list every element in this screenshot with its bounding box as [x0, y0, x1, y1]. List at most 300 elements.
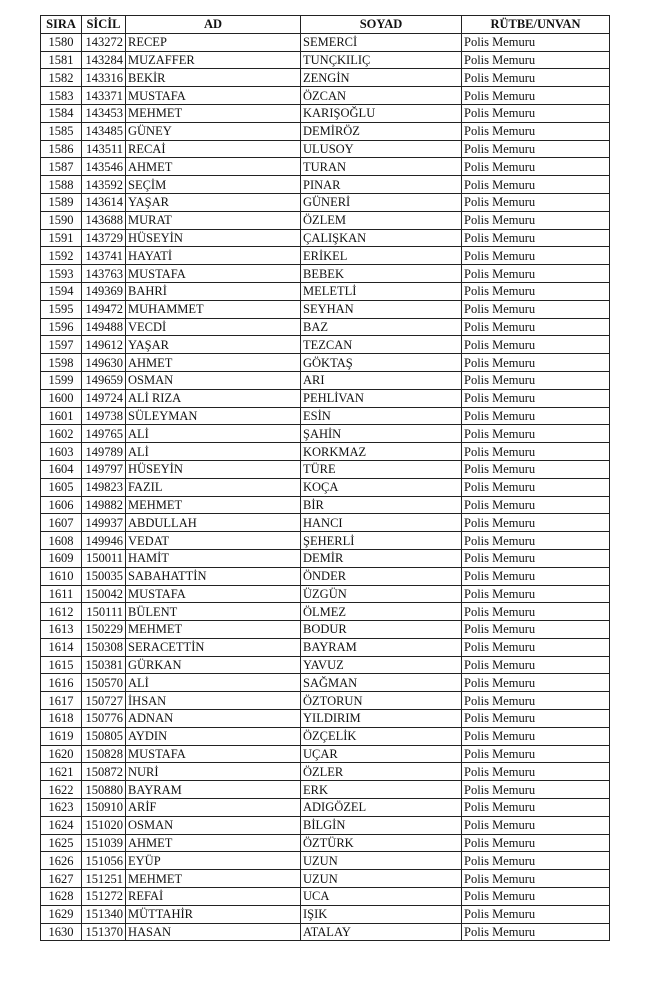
- table-row: [41, 905, 610, 923]
- cell-soyad: IŞIK: [301, 905, 462, 923]
- cell-ad: ARİF: [126, 799, 301, 817]
- table-row: [41, 514, 610, 532]
- table-row: [41, 300, 610, 318]
- cell-sira: 1582: [41, 69, 82, 87]
- cell-soyad: ARI: [301, 371, 462, 389]
- cell-soyad: BİR: [301, 496, 462, 514]
- cell-ad: İHSAN: [126, 692, 301, 710]
- cell-ad: MURAT: [126, 211, 301, 229]
- cell-rutbe: Polis Memuru: [462, 211, 610, 229]
- cell-rutbe: Polis Memuru: [462, 745, 610, 763]
- cell-sira: 1613: [41, 621, 82, 639]
- table-row: [41, 104, 610, 122]
- table-row: [41, 638, 610, 656]
- cell-sicil: 149789: [82, 443, 126, 461]
- cell-soyad: TURAN: [301, 158, 462, 176]
- cell-rutbe: Polis Memuru: [462, 460, 610, 478]
- cell-sira: 1596: [41, 318, 82, 336]
- cell-rutbe: Polis Memuru: [462, 585, 610, 603]
- cell-rutbe: Polis Memuru: [462, 265, 610, 283]
- cell-ad: AYDIN: [126, 727, 301, 745]
- cell-sicil: 149882: [82, 496, 126, 514]
- cell-rutbe: Polis Memuru: [462, 318, 610, 336]
- cell-ad: MUSTAFA: [126, 585, 301, 603]
- table-row: [41, 692, 610, 710]
- table-row: [41, 478, 610, 496]
- cell-ad: NURİ: [126, 763, 301, 781]
- cell-rutbe: Polis Memuru: [462, 389, 610, 407]
- cell-soyad: ÖZCAN: [301, 87, 462, 105]
- cell-ad: ALİ RIZA: [126, 389, 301, 407]
- cell-sicil: 151340: [82, 905, 126, 923]
- table-row: [41, 567, 610, 585]
- cell-sicil: 150381: [82, 656, 126, 674]
- cell-ad: MUSTAFA: [126, 265, 301, 283]
- cell-ad: ALİ: [126, 443, 301, 461]
- cell-soyad: TÜRE: [301, 460, 462, 478]
- cell-ad: MEHMET: [126, 621, 301, 639]
- cell-rutbe: Polis Memuru: [462, 176, 610, 194]
- cell-sira: 1630: [41, 923, 82, 941]
- cell-rutbe: Polis Memuru: [462, 425, 610, 443]
- cell-ad: MUHAMMET: [126, 300, 301, 318]
- cell-ad: MEHMET: [126, 104, 301, 122]
- cell-soyad: ERK: [301, 781, 462, 799]
- table-row: [41, 745, 610, 763]
- cell-soyad: KORKMAZ: [301, 443, 462, 461]
- cell-sicil: 150229: [82, 621, 126, 639]
- cell-sicil: 150805: [82, 727, 126, 745]
- table-row: [41, 193, 610, 211]
- cell-soyad: UÇAR: [301, 745, 462, 763]
- cell-sicil: 143485: [82, 122, 126, 140]
- cell-rutbe: Polis Memuru: [462, 656, 610, 674]
- cell-rutbe: Polis Memuru: [462, 816, 610, 834]
- cell-sicil: 143284: [82, 51, 126, 69]
- cell-sira: 1598: [41, 354, 82, 372]
- table-row: [41, 816, 610, 834]
- cell-sicil: 150776: [82, 710, 126, 728]
- cell-sira: 1626: [41, 852, 82, 870]
- table-row: [41, 389, 610, 407]
- cell-sicil: 150308: [82, 638, 126, 656]
- cell-sira: 1611: [41, 585, 82, 603]
- cell-sira: 1604: [41, 460, 82, 478]
- cell-sira: 1581: [41, 51, 82, 69]
- cell-sira: 1615: [41, 656, 82, 674]
- cell-soyad: BİLGİN: [301, 816, 462, 834]
- cell-sira: 1620: [41, 745, 82, 763]
- cell-soyad: YILDIRIM: [301, 710, 462, 728]
- cell-rutbe: Polis Memuru: [462, 496, 610, 514]
- cell-sira: 1619: [41, 727, 82, 745]
- cell-sicil: 150011: [82, 549, 126, 567]
- cell-soyad: ÖNDER: [301, 567, 462, 585]
- cell-rutbe: Polis Memuru: [462, 692, 610, 710]
- cell-sira: 1618: [41, 710, 82, 728]
- cell-sicil: 151020: [82, 816, 126, 834]
- cell-sira: 1580: [41, 33, 82, 51]
- cell-ad: RECEP: [126, 33, 301, 51]
- cell-sira: 1602: [41, 425, 82, 443]
- cell-sira: 1606: [41, 496, 82, 514]
- cell-rutbe: Polis Memuru: [462, 158, 610, 176]
- cell-soyad: BAZ: [301, 318, 462, 336]
- cell-sicil: 149738: [82, 407, 126, 425]
- cell-ad: BAHRİ: [126, 282, 301, 300]
- table-row: [41, 371, 610, 389]
- cell-ad: MEHMET: [126, 496, 301, 514]
- table-row: [41, 585, 610, 603]
- cell-rutbe: Polis Memuru: [462, 763, 610, 781]
- table-row: [41, 407, 610, 425]
- cell-rutbe: Polis Memuru: [462, 727, 610, 745]
- cell-sicil: 149612: [82, 336, 126, 354]
- cell-ad: OSMAN: [126, 371, 301, 389]
- table-row: [41, 603, 610, 621]
- cell-soyad: UZUN: [301, 870, 462, 888]
- cell-rutbe: Polis Memuru: [462, 443, 610, 461]
- table-body: [41, 33, 610, 941]
- table-row: [41, 834, 610, 852]
- cell-soyad: UZUN: [301, 852, 462, 870]
- table-row: [41, 799, 610, 817]
- cell-soyad: DEMİRÖZ: [301, 122, 462, 140]
- table-row: [41, 549, 610, 567]
- cell-soyad: TUNÇKILIÇ: [301, 51, 462, 69]
- cell-rutbe: Polis Memuru: [462, 674, 610, 692]
- cell-sicil: 151039: [82, 834, 126, 852]
- cell-sira: 1588: [41, 176, 82, 194]
- cell-sicil: 150042: [82, 585, 126, 603]
- cell-sicil: 149472: [82, 300, 126, 318]
- cell-sira: 1592: [41, 247, 82, 265]
- cell-ad: BEKİR: [126, 69, 301, 87]
- cell-rutbe: Polis Memuru: [462, 710, 610, 728]
- table-row: [41, 354, 610, 372]
- table-row: [41, 265, 610, 283]
- cell-soyad: ÖZLEM: [301, 211, 462, 229]
- header-rutbe: RÜTBE/UNVAN: [462, 16, 610, 34]
- personnel-table: [40, 15, 610, 941]
- cell-sira: 1587: [41, 158, 82, 176]
- cell-rutbe: Polis Memuru: [462, 140, 610, 158]
- cell-sira: 1623: [41, 799, 82, 817]
- cell-soyad: ÖLMEZ: [301, 603, 462, 621]
- cell-ad: MÜTTAHİR: [126, 905, 301, 923]
- cell-soyad: KOÇA: [301, 478, 462, 496]
- cell-sira: 1583: [41, 87, 82, 105]
- table-header: [41, 16, 610, 34]
- cell-sira: 1590: [41, 211, 82, 229]
- cell-soyad: BODUR: [301, 621, 462, 639]
- cell-sira: 1595: [41, 300, 82, 318]
- cell-sira: 1625: [41, 834, 82, 852]
- table-row: [41, 229, 610, 247]
- cell-sira: 1628: [41, 888, 82, 906]
- cell-ad: YAŞAR: [126, 336, 301, 354]
- table-row: [41, 674, 610, 692]
- cell-rutbe: Polis Memuru: [462, 834, 610, 852]
- table-row: [41, 656, 610, 674]
- cell-ad: SERACETTİN: [126, 638, 301, 656]
- cell-soyad: TEZCAN: [301, 336, 462, 354]
- cell-soyad: GÖKTAŞ: [301, 354, 462, 372]
- cell-sicil: 149823: [82, 478, 126, 496]
- cell-ad: MUSTAFA: [126, 745, 301, 763]
- table-row: [41, 460, 610, 478]
- cell-rutbe: Polis Memuru: [462, 193, 610, 211]
- cell-soyad: UCA: [301, 888, 462, 906]
- cell-soyad: ÖZTÜRK: [301, 834, 462, 852]
- cell-sira: 1594: [41, 282, 82, 300]
- cell-sicil: 149946: [82, 532, 126, 550]
- cell-rutbe: Polis Memuru: [462, 407, 610, 425]
- cell-soyad: BEBEK: [301, 265, 462, 283]
- cell-soyad: SEMERCİ: [301, 33, 462, 51]
- cell-ad: BAYRAM: [126, 781, 301, 799]
- cell-rutbe: Polis Memuru: [462, 336, 610, 354]
- cell-ad: GÜNEY: [126, 122, 301, 140]
- cell-sicil: 143316: [82, 69, 126, 87]
- cell-sira: 1614: [41, 638, 82, 656]
- cell-sira: 1584: [41, 104, 82, 122]
- cell-sira: 1601: [41, 407, 82, 425]
- cell-rutbe: Polis Memuru: [462, 532, 610, 550]
- cell-sicil: 149724: [82, 389, 126, 407]
- cell-sicil: 151370: [82, 923, 126, 941]
- cell-ad: ALİ: [126, 425, 301, 443]
- cell-soyad: PEHLİVAN: [301, 389, 462, 407]
- cell-rutbe: Polis Memuru: [462, 603, 610, 621]
- header-sicil: SİCİL: [82, 16, 126, 34]
- cell-sira: 1589: [41, 193, 82, 211]
- cell-sira: 1585: [41, 122, 82, 140]
- cell-rutbe: Polis Memuru: [462, 300, 610, 318]
- cell-soyad: MELETLİ: [301, 282, 462, 300]
- cell-sicil: 150910: [82, 799, 126, 817]
- header-row: [41, 16, 610, 34]
- cell-rutbe: Polis Memuru: [462, 104, 610, 122]
- cell-soyad: PINAR: [301, 176, 462, 194]
- cell-ad: YAŞAR: [126, 193, 301, 211]
- cell-sira: 1627: [41, 870, 82, 888]
- cell-rutbe: Polis Memuru: [462, 69, 610, 87]
- table-row: [41, 336, 610, 354]
- cell-rutbe: Polis Memuru: [462, 229, 610, 247]
- cell-sicil: 151272: [82, 888, 126, 906]
- cell-ad: HÜSEYİN: [126, 460, 301, 478]
- cell-ad: SEÇİM: [126, 176, 301, 194]
- cell-ad: VEDAT: [126, 532, 301, 550]
- cell-sicil: 150872: [82, 763, 126, 781]
- table-row: [41, 425, 610, 443]
- cell-soyad: ŞEHERLİ: [301, 532, 462, 550]
- cell-sicil: 143592: [82, 176, 126, 194]
- cell-rutbe: Polis Memuru: [462, 354, 610, 372]
- cell-ad: AHMET: [126, 158, 301, 176]
- cell-rutbe: Polis Memuru: [462, 870, 610, 888]
- table-row: [41, 176, 610, 194]
- cell-ad: GÜRKAN: [126, 656, 301, 674]
- cell-sicil: 150035: [82, 567, 126, 585]
- cell-soyad: ATALAY: [301, 923, 462, 941]
- cell-soyad: ÇALIŞKAN: [301, 229, 462, 247]
- table-row: [41, 247, 610, 265]
- cell-ad: SABAHATTİN: [126, 567, 301, 585]
- cell-sira: 1586: [41, 140, 82, 158]
- table-row: [41, 496, 610, 514]
- cell-ad: HÜSEYİN: [126, 229, 301, 247]
- cell-sira: 1599: [41, 371, 82, 389]
- cell-sira: 1597: [41, 336, 82, 354]
- cell-soyad: SAĞMAN: [301, 674, 462, 692]
- table-row: [41, 532, 610, 550]
- table-row: [41, 122, 610, 140]
- cell-ad: HASAN: [126, 923, 301, 941]
- cell-rutbe: Polis Memuru: [462, 371, 610, 389]
- cell-ad: SÜLEYMAN: [126, 407, 301, 425]
- table-row: [41, 621, 610, 639]
- cell-sicil: 150880: [82, 781, 126, 799]
- cell-rutbe: Polis Memuru: [462, 478, 610, 496]
- cell-rutbe: Polis Memuru: [462, 888, 610, 906]
- cell-ad: ALİ: [126, 674, 301, 692]
- cell-sira: 1603: [41, 443, 82, 461]
- table-row: [41, 87, 610, 105]
- cell-ad: HAMİT: [126, 549, 301, 567]
- cell-ad: OSMAN: [126, 816, 301, 834]
- table-row: [41, 763, 610, 781]
- cell-sira: 1605: [41, 478, 82, 496]
- table-row: [41, 69, 610, 87]
- cell-sira: 1591: [41, 229, 82, 247]
- cell-rutbe: Polis Memuru: [462, 923, 610, 941]
- header-ad: AD: [126, 16, 301, 34]
- table-row: [41, 710, 610, 728]
- cell-ad: RECAİ: [126, 140, 301, 158]
- cell-sicil: 150111: [82, 603, 126, 621]
- table-row: [41, 923, 610, 941]
- table-row: [41, 870, 610, 888]
- header-sira: SIRA: [41, 16, 82, 34]
- cell-ad: REFAİ: [126, 888, 301, 906]
- cell-ad: HAYATİ: [126, 247, 301, 265]
- cell-ad: AHMET: [126, 834, 301, 852]
- cell-rutbe: Polis Memuru: [462, 122, 610, 140]
- cell-rutbe: Polis Memuru: [462, 282, 610, 300]
- cell-soyad: YAVUZ: [301, 656, 462, 674]
- cell-rutbe: Polis Memuru: [462, 621, 610, 639]
- cell-soyad: ÖZLER: [301, 763, 462, 781]
- cell-soyad: ŞAHİN: [301, 425, 462, 443]
- cell-rutbe: Polis Memuru: [462, 33, 610, 51]
- cell-sicil: 151056: [82, 852, 126, 870]
- cell-soyad: ÖZÇELİK: [301, 727, 462, 745]
- cell-sicil: 143763: [82, 265, 126, 283]
- cell-soyad: ÖZTORUN: [301, 692, 462, 710]
- table-row: [41, 140, 610, 158]
- cell-soyad: GÜNERİ: [301, 193, 462, 211]
- cell-soyad: ÜZGÜN: [301, 585, 462, 603]
- table-row: [41, 33, 610, 51]
- cell-sira: 1617: [41, 692, 82, 710]
- cell-sira: 1608: [41, 532, 82, 550]
- table-row: [41, 727, 610, 745]
- table-row: [41, 282, 610, 300]
- cell-sicil: 149488: [82, 318, 126, 336]
- cell-sicil: 143371: [82, 87, 126, 105]
- table-row: [41, 51, 610, 69]
- cell-ad: MUSTAFA: [126, 87, 301, 105]
- cell-sicil: 143546: [82, 158, 126, 176]
- cell-soyad: ULUSOY: [301, 140, 462, 158]
- cell-sira: 1621: [41, 763, 82, 781]
- cell-ad: VECDİ: [126, 318, 301, 336]
- cell-sira: 1622: [41, 781, 82, 799]
- cell-rutbe: Polis Memuru: [462, 514, 610, 532]
- cell-rutbe: Polis Memuru: [462, 247, 610, 265]
- cell-sira: 1624: [41, 816, 82, 834]
- cell-ad: FAZIL: [126, 478, 301, 496]
- table-row: [41, 211, 610, 229]
- cell-ad: MUZAFFER: [126, 51, 301, 69]
- cell-sicil: 149765: [82, 425, 126, 443]
- table-row: [41, 852, 610, 870]
- header-soyad: SOYAD: [301, 16, 462, 34]
- cell-rutbe: Polis Memuru: [462, 51, 610, 69]
- cell-rutbe: Polis Memuru: [462, 638, 610, 656]
- cell-sicil: 143511: [82, 140, 126, 158]
- cell-rutbe: Polis Memuru: [462, 781, 610, 799]
- cell-rutbe: Polis Memuru: [462, 549, 610, 567]
- cell-sicil: 143614: [82, 193, 126, 211]
- cell-ad: ADNAN: [126, 710, 301, 728]
- cell-ad: MEHMET: [126, 870, 301, 888]
- cell-soyad: HANCI: [301, 514, 462, 532]
- cell-rutbe: Polis Memuru: [462, 567, 610, 585]
- cell-sicil: 143729: [82, 229, 126, 247]
- cell-sira: 1616: [41, 674, 82, 692]
- cell-sicil: 149369: [82, 282, 126, 300]
- cell-sira: 1612: [41, 603, 82, 621]
- cell-ad: ABDULLAH: [126, 514, 301, 532]
- cell-soyad: SEYHAN: [301, 300, 462, 318]
- cell-ad: BÜLENT: [126, 603, 301, 621]
- cell-sicil: 143272: [82, 33, 126, 51]
- cell-sicil: 143688: [82, 211, 126, 229]
- cell-sicil: 150828: [82, 745, 126, 763]
- table-row: [41, 888, 610, 906]
- cell-rutbe: Polis Memuru: [462, 799, 610, 817]
- cell-sira: 1607: [41, 514, 82, 532]
- cell-sicil: 150570: [82, 674, 126, 692]
- table-row: [41, 318, 610, 336]
- cell-sira: 1610: [41, 567, 82, 585]
- cell-sicil: 150727: [82, 692, 126, 710]
- cell-sicil: 143453: [82, 104, 126, 122]
- cell-sira: 1609: [41, 549, 82, 567]
- cell-soyad: ADIGÖZEL: [301, 799, 462, 817]
- table-row: [41, 443, 610, 461]
- cell-rutbe: Polis Memuru: [462, 905, 610, 923]
- table-row: [41, 781, 610, 799]
- cell-sira: 1629: [41, 905, 82, 923]
- cell-sicil: 149937: [82, 514, 126, 532]
- cell-soyad: BAYRAM: [301, 638, 462, 656]
- cell-ad: EYÜP: [126, 852, 301, 870]
- cell-ad: AHMET: [126, 354, 301, 372]
